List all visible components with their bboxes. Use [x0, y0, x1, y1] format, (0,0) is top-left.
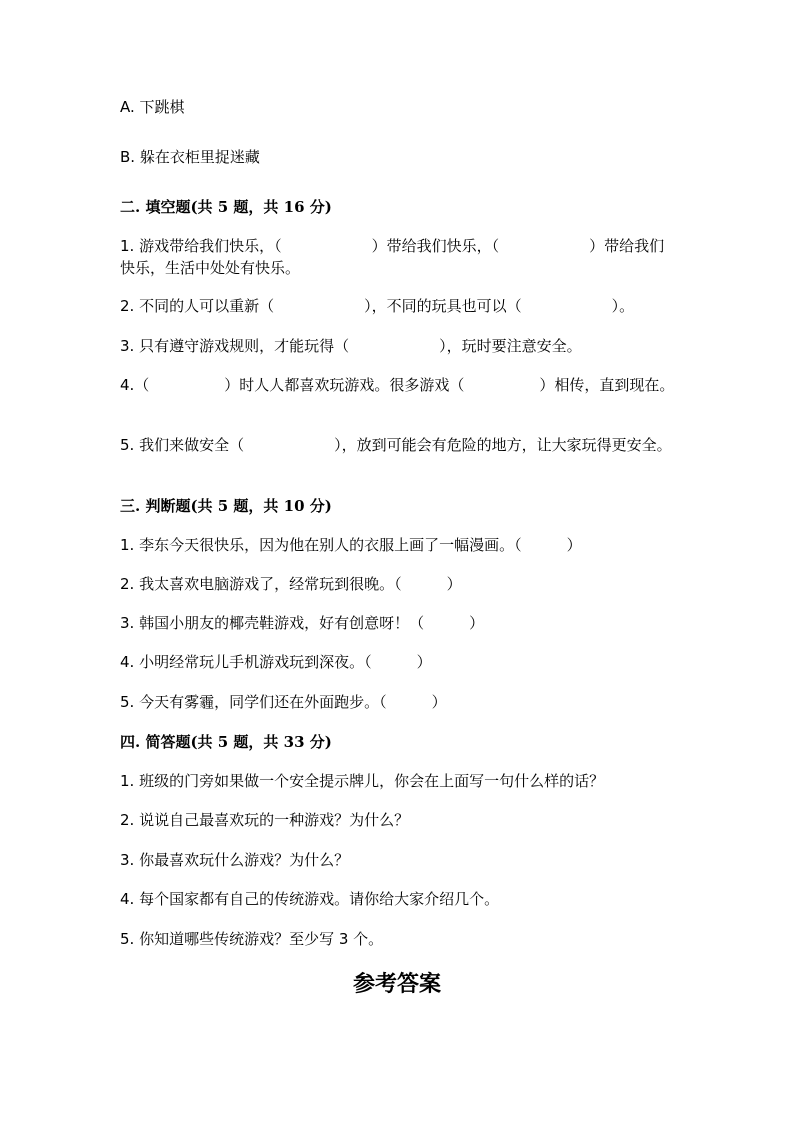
short-question-5: 5. 你知道哪些传统游戏？至少写 3 个。 [120, 930, 384, 948]
short-question-4: 4. 每个国家都有自己的传统游戏。请你给大家介绍几个。 [120, 890, 500, 908]
judge-question-2: 2. 我太喜欢电脑游戏了，经常玩到很晚。（ ） [120, 575, 462, 593]
fill-question-4: 4.（ ）时人人都喜欢玩游戏。很多游戏（ ）相传，直到现在。 [120, 376, 675, 394]
section-2-heading: 二. 填空题(共 5 题，共 16 分) [120, 198, 332, 216]
judge-question-3: 3. 韩国小朋友的椰壳鞋游戏，好有创意呀！（ ） [120, 614, 485, 632]
judge-question-5: 5. 今天有雾霾，同学们还在外面跑步。（ ） [120, 693, 447, 711]
fill-question-2: 2. 不同的人可以重新（ ），不同的玩具也可以（ ）。 [120, 297, 635, 315]
short-question-2: 2. 说说自己最喜欢玩的一种游戏？为什么？ [120, 811, 410, 829]
section-4-heading: 四. 简答题(共 5 题，共 33 分) [120, 733, 332, 751]
judge-question-1: 1. 李东今天很快乐，因为他在别人的衣服上画了一幅漫画。（ ） [120, 536, 582, 554]
fill-question-5: 5. 我们来做安全（ ），放到可能会有危险的地方，让大家玩得更安全。 [120, 436, 672, 454]
judge-question-4: 4. 小明经常玩儿手机游戏玩到深夜。（ ） [120, 653, 432, 671]
section-3-heading: 三. 判断题(共 5 题，共 10 分) [120, 497, 332, 515]
short-question-3: 3. 你最喜欢玩什么游戏？为什么？ [120, 851, 350, 869]
fill-question-3: 3. 只有遵守游戏规则，才能玩得（ ），玩时要注意安全。 [120, 337, 582, 355]
option-a: A. 下跳棋 [120, 98, 185, 116]
short-question-1: 1. 班级的门旁如果做一个安全提示牌儿，你会在上面写一句什么样的话？ [120, 772, 605, 790]
fill-question-1: 1. 游戏带给我们快乐，（ ）带给我们快乐，（ ）带给我们快乐，生活中处处有快乐。 [120, 237, 665, 277]
option-b: B. 躲在衣柜里捉迷藏 [120, 148, 260, 166]
answers-title: 参考答案 [352, 971, 441, 997]
